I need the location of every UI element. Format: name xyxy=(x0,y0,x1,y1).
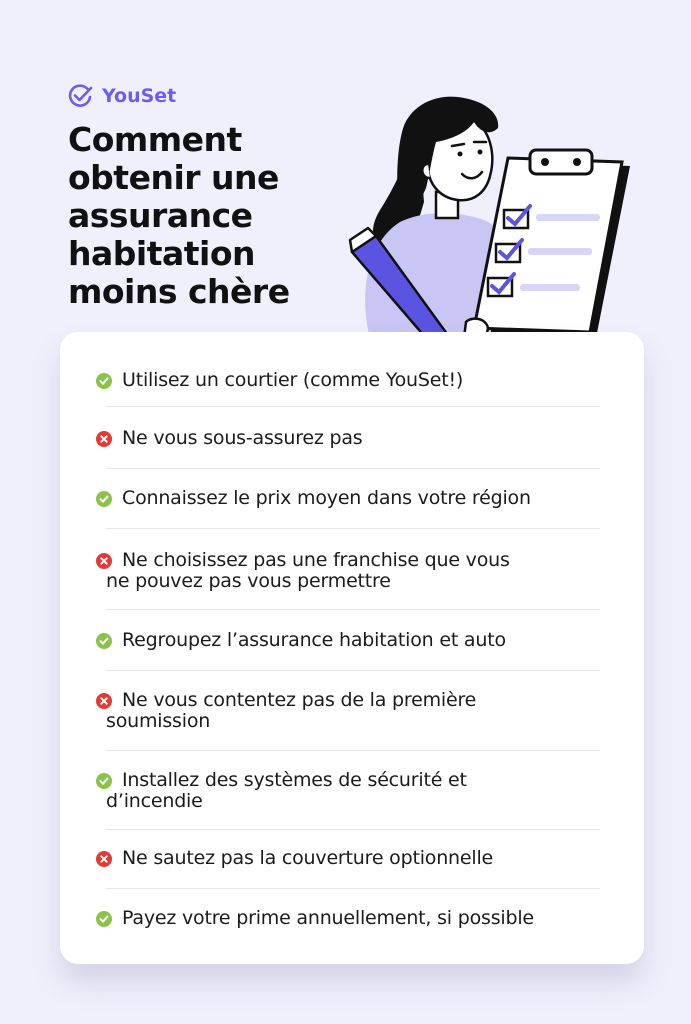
tip-label-line: Payez votre prime annuellement, si possible xyxy=(122,907,534,929)
tip-label-line: Utilisez un courtier (comme YouSet!) xyxy=(122,369,464,391)
woman-with-checklist-illustration xyxy=(340,92,650,338)
tip-do-item xyxy=(96,370,614,391)
tip-dont-item xyxy=(96,428,614,449)
title-line: moins chère xyxy=(68,272,290,311)
tip-label xyxy=(122,488,531,509)
tip-dont-item xyxy=(96,550,614,592)
title-line: habitation xyxy=(68,234,255,273)
tip-do-item xyxy=(96,630,614,651)
divider xyxy=(106,468,600,469)
brand-name: YouSet xyxy=(102,85,177,107)
tip-dont-item xyxy=(96,690,614,732)
tip-label xyxy=(106,549,510,592)
divider xyxy=(106,750,600,751)
tip-label-line: Ne vous contentez pas de la première xyxy=(122,689,477,711)
cross-circle-icon xyxy=(96,431,112,447)
divider xyxy=(106,888,600,889)
tip-do-item xyxy=(96,770,614,812)
check-circle-icon xyxy=(96,491,112,507)
divider xyxy=(106,406,600,407)
tip-label-line: ne pouvez pas vous permettre xyxy=(106,570,391,592)
tip-do-item xyxy=(96,488,614,509)
tip-label-line: soumission xyxy=(106,710,211,732)
tip-label xyxy=(106,689,477,732)
page-title xyxy=(68,121,368,311)
check-circle-icon xyxy=(96,773,112,789)
tip-label-line: Ne choisissez pas une franchise que vous xyxy=(122,549,510,571)
tip-label xyxy=(106,769,467,812)
divider xyxy=(106,609,600,610)
tip-label xyxy=(122,848,493,869)
tip-label-line: Connaissez le prix moyen dans votre région xyxy=(122,487,531,509)
tip-label-line: Ne sautez pas la couverture optionnelle xyxy=(122,847,494,869)
title-line: Comment xyxy=(68,120,242,159)
check-circle-icon xyxy=(96,911,112,927)
title-line: obtenir une xyxy=(68,158,279,197)
tip-label xyxy=(122,428,363,449)
brand-logo xyxy=(68,84,176,108)
tip-label-line: d’incendie xyxy=(106,790,203,812)
title-line: assurance xyxy=(68,196,253,235)
tip-dont-item xyxy=(96,848,614,869)
tips-card xyxy=(60,332,644,964)
tip-label-line: Ne vous sous-assurez pas xyxy=(122,427,363,449)
divider xyxy=(106,528,600,529)
divider xyxy=(106,670,600,671)
tip-label xyxy=(122,370,463,391)
cross-circle-icon xyxy=(96,851,112,867)
tip-label-line: Installez des systèmes de sécurité et xyxy=(122,769,467,791)
check-circle-icon xyxy=(96,633,112,649)
divider xyxy=(106,829,600,830)
tip-label xyxy=(122,908,534,929)
cross-circle-icon xyxy=(96,693,112,709)
tip-do-item xyxy=(96,908,614,929)
tip-label-line: Regroupez l’assurance habitation et auto xyxy=(122,629,506,651)
check-circle-icon xyxy=(96,373,112,389)
cross-circle-icon xyxy=(96,553,112,569)
tip-label xyxy=(122,630,506,651)
check-badge-icon xyxy=(68,84,94,108)
